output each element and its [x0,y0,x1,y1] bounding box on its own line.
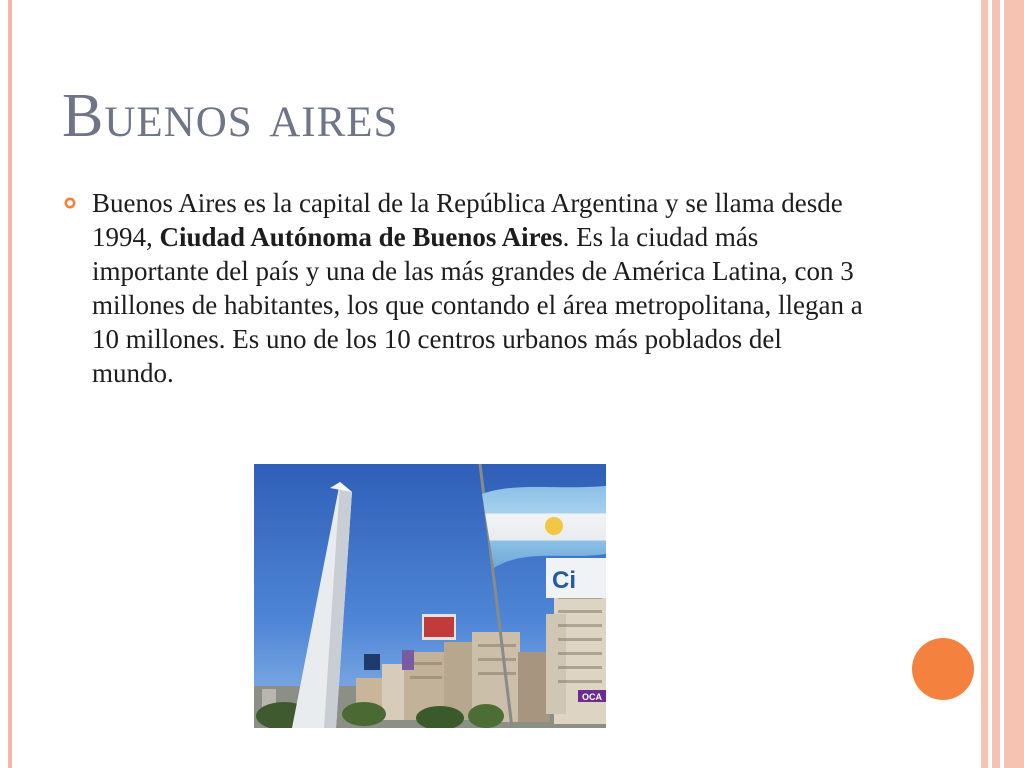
building-sign-text: Ci [552,567,576,594]
paragraph-bold-text: Ciudad Autónoma de Buenos Aires [159,222,563,252]
body-paragraph [92,186,864,390]
right-stripes-decoration [978,0,1024,768]
paragraph-text-end: . Es la ciudad más importante del país y una de las más grandes de América Latina, con 3 millones de habitantes, los que contando el área metropolitana, llegan a 10 millones. Es uno de los 10 centros urbanos más poblados del mundo. [92,222,863,388]
obelisk-photo [254,464,606,728]
left-border-decoration [8,0,12,768]
building-banner-text: OCA [582,692,602,702]
paragraph-text-start: Buenos Aires es la capital de la República Argentina y se llama desde 1994, [92,188,843,252]
slide-title: Buenos aires [62,82,399,150]
bullet-list [64,186,864,390]
bullet-icon [64,197,76,209]
orange-circle-decoration [912,638,974,700]
